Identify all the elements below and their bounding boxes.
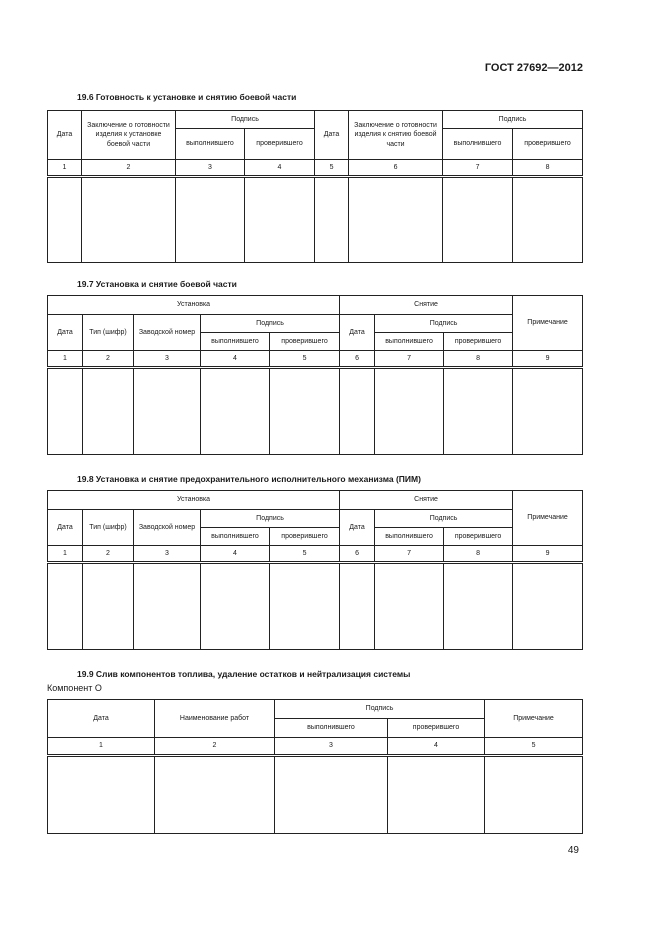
column-number: 8	[444, 546, 513, 563]
section-19-9-title: 19.9 Слив компонентов топлива, удаление остатков и нейтрализация системы	[77, 669, 411, 679]
col-note: Примечание	[485, 700, 583, 738]
col-signature: Подпись	[443, 111, 583, 129]
page-number: 49	[567, 845, 579, 856]
column-number: 9	[513, 546, 583, 563]
col-serial: Заводской номер	[134, 315, 201, 351]
column-number: 2	[83, 546, 134, 563]
column-number: 7	[443, 160, 513, 177]
section-19-8-title: 19.8 Установка и снятие предохранительного исполнительного механизма (ПИМ)	[77, 474, 421, 484]
col-signature: Подпись	[275, 700, 485, 719]
group-removal: Снятие	[340, 296, 513, 315]
col-checker: проверившего	[444, 333, 513, 351]
col-performer: выполнившего	[176, 129, 245, 160]
col-date: Дата	[340, 510, 375, 546]
column-number: 1	[48, 546, 83, 563]
column-number: 3	[275, 738, 388, 756]
col-date: Дата	[48, 700, 155, 738]
column-number: 3	[176, 160, 245, 177]
col-note: Примечание	[513, 491, 583, 546]
column-number: 4	[201, 351, 270, 368]
table-19-9	[47, 699, 583, 834]
col-performer: выполнившего	[201, 333, 270, 351]
group-install: Установка	[48, 296, 340, 315]
component-label: Компонент О	[47, 683, 102, 693]
col-performer: выполнившего	[375, 333, 444, 351]
group-install: Установка	[48, 491, 340, 510]
table-19-6	[47, 110, 583, 263]
table-19-8	[47, 490, 583, 650]
column-number: 1	[48, 351, 83, 368]
document-code: ГОСТ 27692—2012	[484, 62, 583, 74]
section-19-6-title: 19.6 Готовность к установке и снятию боевой части	[77, 92, 297, 102]
col-performer: выполнившего	[443, 129, 513, 160]
column-number: 2	[82, 160, 176, 177]
col-signature: Подпись	[176, 111, 315, 129]
column-number: 2	[83, 351, 134, 368]
col-work-name: Наименование работ	[155, 700, 275, 738]
col-performer: выполнившего	[375, 528, 444, 546]
column-number: 1	[48, 738, 155, 756]
empty-entry-row	[48, 368, 583, 455]
column-number: 4	[388, 738, 485, 756]
column-number: 6	[349, 160, 443, 177]
column-number: 5	[315, 160, 349, 177]
column-number: 9	[513, 351, 583, 368]
section-19-7-title: 19.7 Установка и снятие боевой части	[77, 279, 237, 289]
col-checker: проверившего	[245, 129, 315, 160]
col-signature: Подпись	[201, 315, 340, 333]
col-date: Дата	[340, 315, 375, 351]
group-removal: Снятие	[340, 491, 513, 510]
col-conclusion-remove: Заключение о готовности изделия к снятию боевой части	[349, 111, 443, 160]
col-checker: проверившего	[513, 129, 583, 160]
col-conclusion-install: Заключение о готовности изделия к установке боевой части	[82, 111, 176, 160]
col-signature: Подпись	[375, 510, 513, 528]
col-checker: проверившего	[270, 333, 340, 351]
empty-entry-row	[48, 756, 583, 834]
col-checker: проверившего	[444, 528, 513, 546]
col-signature: Подпись	[201, 510, 340, 528]
col-date: Дата	[315, 111, 349, 160]
empty-entry-row	[48, 177, 583, 263]
column-number: 8	[444, 351, 513, 368]
column-number: 8	[513, 160, 583, 177]
column-number: 2	[155, 738, 275, 756]
column-number: 4	[245, 160, 315, 177]
table-19-7	[47, 295, 583, 455]
column-number: 3	[134, 351, 201, 368]
empty-entry-row	[48, 563, 583, 650]
col-note: Примечание	[513, 296, 583, 351]
column-number: 7	[375, 546, 444, 563]
col-performer: выполнившего	[201, 528, 270, 546]
column-number: 6	[340, 546, 375, 563]
column-number: 3	[134, 546, 201, 563]
col-date: Дата	[48, 510, 83, 546]
col-date: Дата	[48, 111, 82, 160]
col-serial: Заводской номер	[134, 510, 201, 546]
column-number: 1	[48, 160, 82, 177]
col-checker: проверившего	[388, 719, 485, 738]
column-number: 4	[201, 546, 270, 563]
col-signature: Подпись	[375, 315, 513, 333]
column-number: 5	[270, 546, 340, 563]
col-performer: выполнившего	[275, 719, 388, 738]
column-number: 6	[340, 351, 375, 368]
column-number: 5	[270, 351, 340, 368]
col-date: Дата	[48, 315, 83, 351]
col-type: Тип (шифр)	[83, 510, 134, 546]
column-number: 7	[375, 351, 444, 368]
column-number: 5	[485, 738, 583, 756]
col-checker: проверившего	[270, 528, 340, 546]
col-type: Тип (шифр)	[83, 315, 134, 351]
